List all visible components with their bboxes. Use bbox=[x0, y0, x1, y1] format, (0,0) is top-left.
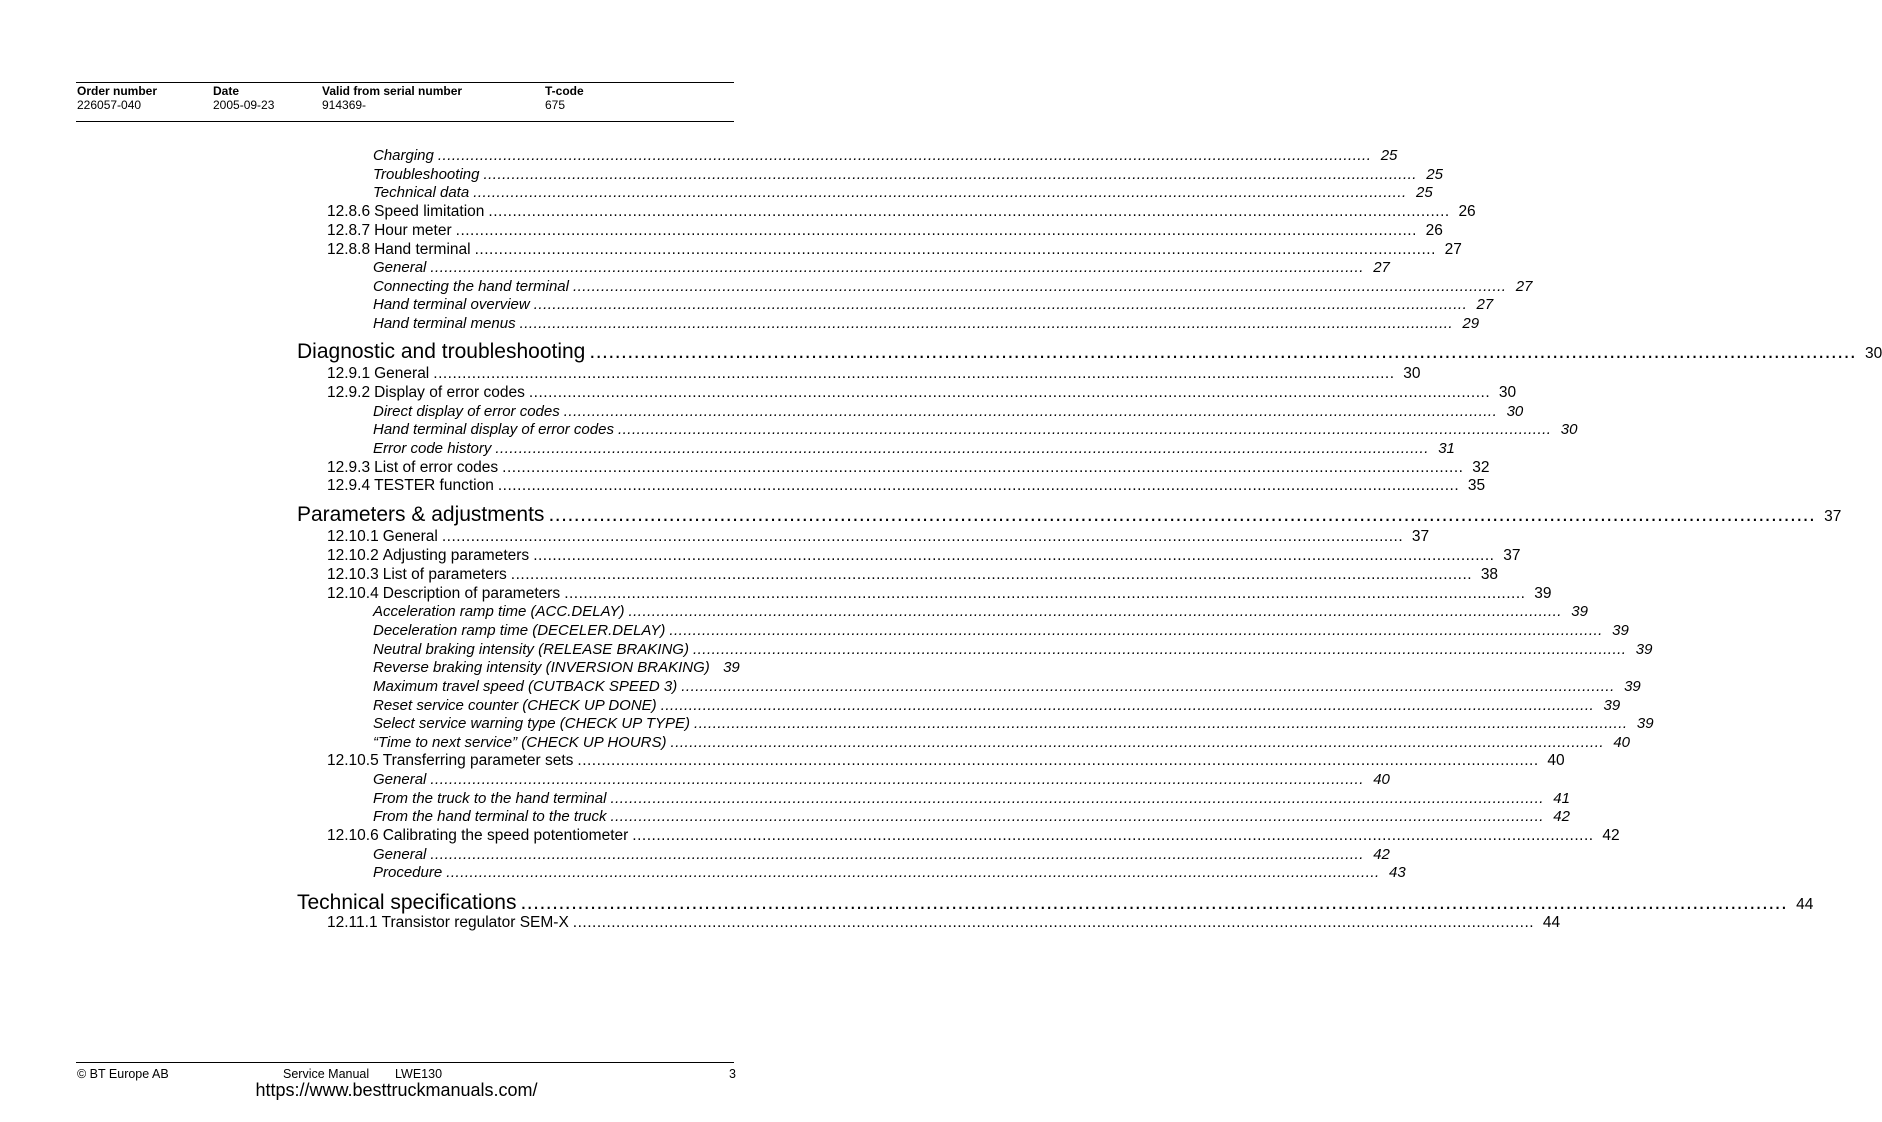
toc-entry[interactable] bbox=[327, 827, 1620, 845]
date-value: 2005-09-23 bbox=[213, 98, 275, 112]
toc-leader-dots: ........................................................................................................................................................................................................ bbox=[572, 278, 1507, 295]
toc-entry-number: 12.9.4 bbox=[327, 477, 371, 494]
toc-entry-page: 27 bbox=[1444, 241, 1462, 258]
toc-entry-page: 43 bbox=[1389, 864, 1406, 881]
toc-entry-page: 41 bbox=[1553, 790, 1570, 807]
toc-entry-title: Hand terminal bbox=[374, 241, 471, 258]
toc-entry[interactable] bbox=[373, 659, 740, 676]
toc-leader-dots: ........................................................................................................................................................................................................ bbox=[563, 403, 1498, 420]
toc-entry[interactable] bbox=[373, 734, 1631, 751]
toc-entry-page: 38 bbox=[1480, 566, 1499, 583]
toc-leader-dots: ........................................................................................................................................................................................................ bbox=[692, 641, 1627, 658]
toc-entry[interactable] bbox=[373, 603, 1588, 620]
toc-entry-page: 40 bbox=[1547, 752, 1565, 769]
toc-entry-title: Acceleration ramp time (ACC.DELAY) bbox=[373, 603, 625, 620]
toc-entry-number: 12.11.1 bbox=[327, 914, 378, 931]
footer-model: LWE130 bbox=[395, 1067, 443, 1081]
toc-leader-dots: ........................................................................................................................................................................................................ bbox=[497, 477, 1460, 494]
toc-entry[interactable] bbox=[373, 278, 1533, 295]
toc-entry-number: 12.10.4 bbox=[327, 585, 379, 602]
toc-leader-dots: ........................................................................................................................................................................................................ bbox=[441, 528, 1404, 545]
toc-entry[interactable] bbox=[373, 864, 1406, 881]
toc-entry-page: 37 bbox=[1411, 528, 1430, 545]
toc-leader-dots: ........................................................................................................................................................................................................ bbox=[548, 503, 1816, 526]
toc-leader-dots: ........................................................................................................................................................................................................ bbox=[430, 259, 1364, 276]
toc-entry-title: Technical specifications bbox=[297, 891, 517, 914]
toc-leader-dots: ........................................................................................................................................................................................................ bbox=[502, 459, 1464, 476]
toc-leader-dots: ........................................................................................................................................................................................................ bbox=[430, 846, 1364, 863]
toc-entry-page: 27 bbox=[1515, 278, 1533, 295]
toc-entry-title: Transferring parameter sets bbox=[382, 752, 574, 769]
toc-entry-page: 25 bbox=[1426, 166, 1443, 183]
toc-leader-dots: ........................................................................................................................................................................................................ bbox=[610, 790, 1544, 807]
toc-entry-title: Transistor regulator SEM-X bbox=[381, 914, 569, 931]
toc-entry-number: 12.9.2 bbox=[327, 384, 371, 401]
toc-entry-page: 31 bbox=[1438, 440, 1455, 457]
toc-entry-title: List of error codes bbox=[374, 459, 499, 476]
date-label: Date bbox=[213, 84, 240, 98]
toc-leader-dots: ........................................................................................................................................................................................................ bbox=[694, 715, 1628, 732]
toc-entry[interactable] bbox=[373, 259, 1390, 276]
toc-entry[interactable] bbox=[327, 528, 1430, 546]
toc-leader-dots: ........................................................................................................................................................................................................ bbox=[632, 827, 1594, 844]
toc-leader-dots: ........................................................................................................................................................................................................ bbox=[533, 547, 1495, 564]
toc-entry-title: Maximum travel speed (CUTBACK SPEED 3) bbox=[373, 678, 678, 695]
toc-leader-dots: ........................................................................................................................................................................................................ bbox=[488, 203, 1450, 220]
toc-leader-dots: ........................................................................................................................................................................................................ bbox=[446, 864, 1380, 881]
toc-entry[interactable] bbox=[373, 846, 1390, 863]
toc-entry-page: 39 bbox=[1636, 715, 1654, 732]
toc-entry-title: Display of error codes bbox=[374, 384, 525, 401]
toc-entry-title: Hand terminal menus bbox=[373, 315, 516, 332]
toc-entry[interactable] bbox=[373, 771, 1390, 788]
toc-entry[interactable] bbox=[327, 752, 1565, 770]
toc-entry[interactable] bbox=[327, 384, 1517, 402]
footer-manual: Service Manual bbox=[283, 1067, 370, 1081]
toc-entry-page: 42 bbox=[1373, 846, 1390, 863]
toc-entry-page: 26 bbox=[1458, 203, 1476, 220]
toc-entry-title: Hand terminal overview bbox=[373, 296, 530, 313]
toc-entry[interactable] bbox=[297, 503, 1842, 527]
toc-leader-dots: ........................................................................................................................................................................................................ bbox=[610, 808, 1544, 825]
toc-leader-dots: ........................................................................................................................................................................................................ bbox=[670, 734, 1605, 751]
toc-leader-dots: ........................................................................................................................................................................................................ bbox=[520, 891, 1788, 914]
toc-entry-page: 25 bbox=[1380, 147, 1398, 164]
toc-entry[interactable] bbox=[373, 678, 1641, 695]
toc-entry[interactable] bbox=[373, 641, 1653, 658]
toc-leader-dots: ........................................................................................................................................................................................................ bbox=[474, 241, 1436, 258]
toc-entry-title: Deceleration ramp time (DECELER.DELAY) bbox=[373, 622, 666, 639]
toc-entry[interactable] bbox=[373, 296, 1494, 313]
toc-entry[interactable] bbox=[373, 790, 1570, 807]
toc-entry-number: 12.10.2 bbox=[327, 547, 379, 564]
toc-leader-dots: ........................................................................................................................................................................................................ bbox=[473, 184, 1407, 201]
toc-entry-title: TESTER function bbox=[374, 477, 494, 494]
toc-entry-page: 30 bbox=[1560, 421, 1578, 438]
toc-entry-title: Charging bbox=[373, 147, 434, 164]
toc-entry[interactable] bbox=[327, 477, 1486, 495]
toc-entry[interactable] bbox=[297, 891, 1814, 915]
footer-copyright: © BT Europe AB bbox=[77, 1067, 169, 1081]
serial-value: 914369- bbox=[322, 98, 367, 112]
toc-entry[interactable] bbox=[327, 566, 1499, 584]
toc-entry-title: Connecting the hand terminal bbox=[373, 278, 569, 295]
toc-entry-page: 29 bbox=[1462, 315, 1480, 332]
toc-entry-page: 27 bbox=[1373, 259, 1390, 276]
toc-entry-page: 44 bbox=[1796, 896, 1814, 913]
toc-entry[interactable] bbox=[373, 622, 1629, 639]
toc-entry-title: General bbox=[374, 365, 430, 382]
toc-entry[interactable] bbox=[373, 147, 1398, 164]
toc-entry-title: Reset service counter (CHECK UP DONE) bbox=[373, 697, 657, 714]
toc-leader-dots: ........................................................................................................................................................................................................ bbox=[437, 147, 1372, 164]
toc-entry-page: 30 bbox=[1498, 384, 1517, 401]
toc-entry-title: Speed limitation bbox=[374, 203, 485, 220]
toc-leader-dots: ........................................................................................................................................................................................................ bbox=[564, 585, 1526, 602]
toc-entry[interactable] bbox=[373, 440, 1455, 457]
toc-entry-number: 12.8.6 bbox=[327, 203, 371, 220]
footer-page-number: 3 bbox=[729, 1067, 736, 1081]
toc-entry-number: 12.10.6 bbox=[327, 827, 379, 844]
toc-entry[interactable] bbox=[373, 166, 1443, 183]
toc-entry-title: From the hand terminal to the truck bbox=[373, 808, 607, 825]
toc-entry-page: 37 bbox=[1824, 508, 1842, 525]
toc-entry-number: 12.9.3 bbox=[327, 459, 371, 476]
toc-entry[interactable] bbox=[373, 697, 1621, 714]
toc-entry-page: 37 bbox=[1503, 547, 1521, 564]
toc-leader-dots: ........................................................................................................................................................................................................ bbox=[495, 440, 1429, 457]
toc-entry-title: Procedure bbox=[373, 864, 443, 881]
toc-entry-page: 26 bbox=[1425, 222, 1443, 239]
toc-entry-page: 30 bbox=[1506, 403, 1524, 420]
toc-entry-title: Direct display of error codes bbox=[373, 403, 560, 420]
toc-entry-title: From the truck to the hand terminal bbox=[373, 790, 607, 807]
toc-entry[interactable] bbox=[373, 184, 1433, 201]
toc-entry-page: 39 bbox=[723, 659, 740, 676]
toc-entry-page: 32 bbox=[1472, 459, 1490, 476]
toc-entry-title: Calibrating the speed potentiometer bbox=[382, 827, 629, 844]
footer-url-link[interactable]: https://www.besttruckmanuals.com/ bbox=[255, 1080, 538, 1100]
toc-entry[interactable] bbox=[327, 547, 1521, 565]
toc-entry-title: Adjusting parameters bbox=[382, 547, 530, 564]
toc-leader-dots: ........................................................................................................................................................................................................ bbox=[572, 914, 1535, 931]
toc-entry-number: 12.9.1 bbox=[327, 365, 371, 382]
toc-leader-dots: ........................................................................................................................................................................................................ bbox=[628, 603, 1562, 620]
tcode-value: 675 bbox=[545, 98, 566, 112]
toc-leader-dots: ........................................................................................................................................................................................................ bbox=[660, 697, 1595, 714]
toc-entry[interactable] bbox=[327, 585, 1552, 603]
toc-entry[interactable] bbox=[327, 459, 1490, 477]
toc-entry-page: 39 bbox=[1571, 603, 1588, 620]
toc-entry-page: 30 bbox=[1403, 365, 1421, 382]
order-number-label: Order number bbox=[77, 84, 158, 98]
toc-entry-page: 39 bbox=[1624, 678, 1641, 695]
toc-entry-title: Select service warning type (CHECK UP TYPE) bbox=[373, 715, 691, 732]
toc-entry-title: General bbox=[373, 771, 427, 788]
toc-leader-dots: ........................................................................................................................................................................................................ bbox=[577, 752, 1539, 769]
toc-entry-title: Diagnostic and troubleshooting bbox=[297, 340, 586, 363]
toc-entry[interactable] bbox=[373, 421, 1578, 438]
order-number-value: 226057-040 bbox=[77, 98, 142, 112]
toc-entry-title: General bbox=[373, 846, 427, 863]
toc-leader-dots: ........................................................................................................................................................................................................ bbox=[455, 222, 1417, 239]
toc-entry-page: 30 bbox=[1865, 345, 1882, 362]
toc-leader-dots: ........................................................................................................................................................................................................ bbox=[533, 296, 1468, 313]
toc-entry-page: 27 bbox=[1476, 296, 1494, 313]
toc-entry-title: Hand terminal display of error codes bbox=[373, 421, 614, 438]
toc-leader-dots: ........................................................................................................................................................................................................ bbox=[617, 421, 1552, 438]
toc-entry-title: Technical data bbox=[373, 184, 470, 201]
toc-entry-number: 12.8.8 bbox=[327, 241, 371, 258]
toc-leader-dots: ........................................................................................................................................................................................................ bbox=[528, 384, 1491, 401]
toc-entry-number: 12.10.3 bbox=[327, 566, 379, 583]
toc-leader-dots: ........................................................................................................................................................................................................ bbox=[510, 566, 1473, 583]
toc-entry-page: 42 bbox=[1602, 827, 1620, 844]
toc-entry[interactable] bbox=[373, 315, 1480, 332]
toc-leader-dots: ........................................................................................................................................................................................................ bbox=[589, 340, 1857, 363]
toc-leader-dots: ........................................................................................................................................................................................................ bbox=[483, 166, 1417, 183]
toc-entry[interactable] bbox=[373, 715, 1654, 732]
toc-entry-page: 35 bbox=[1467, 477, 1486, 494]
toc-leader-dots: ........................................................................................................................................................................................................ bbox=[669, 622, 1603, 639]
toc-entry-page: 39 bbox=[1612, 622, 1629, 639]
toc-entry-page: 40 bbox=[1613, 734, 1631, 751]
toc-entry[interactable] bbox=[297, 340, 1882, 364]
toc-entry-page: 39 bbox=[1603, 697, 1621, 714]
toc-entry-number: 12.10.5 bbox=[327, 752, 379, 769]
toc-entry-page: 39 bbox=[1534, 585, 1552, 602]
footer-rule bbox=[76, 1062, 734, 1063]
toc-leader-dots: ........................................................................................................................................................................................................ bbox=[519, 315, 1454, 332]
toc-entry-page: 44 bbox=[1542, 914, 1561, 931]
toc-entry[interactable] bbox=[327, 222, 1443, 240]
toc-entry-title: Error code history bbox=[373, 440, 492, 457]
serial-label: Valid from serial number bbox=[322, 84, 463, 98]
toc-entry-title: Hour meter bbox=[374, 222, 452, 239]
toc-entry-title: General bbox=[373, 259, 427, 276]
toc-entry-title: “Time to next service” (CHECK UP HOURS) bbox=[373, 734, 667, 751]
toc-entry[interactable] bbox=[327, 914, 1561, 932]
toc-entry-title: Reverse braking intensity (INVERSION BRAKING) bbox=[373, 659, 710, 676]
toc-entry-title: List of parameters bbox=[382, 566, 507, 583]
toc-entry[interactable] bbox=[373, 808, 1570, 825]
toc-leader-dots: ........................................................................................................................................................................................................ bbox=[433, 365, 1395, 382]
toc-entry-title: Description of parameters bbox=[382, 585, 561, 602]
toc-entry-page: 25 bbox=[1416, 184, 1433, 201]
toc-entry-title: Troubleshooting bbox=[373, 166, 480, 183]
toc-entry[interactable] bbox=[327, 241, 1462, 259]
toc-entry-page: 42 bbox=[1553, 808, 1570, 825]
toc-entry-title: General bbox=[382, 528, 438, 545]
toc-entry-page: 39 bbox=[1635, 641, 1653, 658]
toc-leader-dots: ........................................................................................................................................................................................................ bbox=[430, 771, 1364, 788]
toc-entry[interactable] bbox=[373, 403, 1524, 420]
toc-entry-page: 40 bbox=[1373, 771, 1390, 788]
toc-leader-dots: ........................................................................................................................................................................................................ bbox=[681, 678, 1615, 695]
tcode-label: T-code bbox=[545, 84, 584, 98]
toc-entry[interactable] bbox=[327, 365, 1421, 383]
toc-entry-number: 12.8.7 bbox=[327, 222, 371, 239]
toc-entry-title: Parameters & adjustments bbox=[297, 503, 545, 526]
toc-entry[interactable] bbox=[327, 203, 1476, 221]
toc-entry-number: 12.10.1 bbox=[327, 528, 379, 545]
toc-entry-title: Neutral braking intensity (RELEASE BRAKING) bbox=[373, 641, 689, 658]
